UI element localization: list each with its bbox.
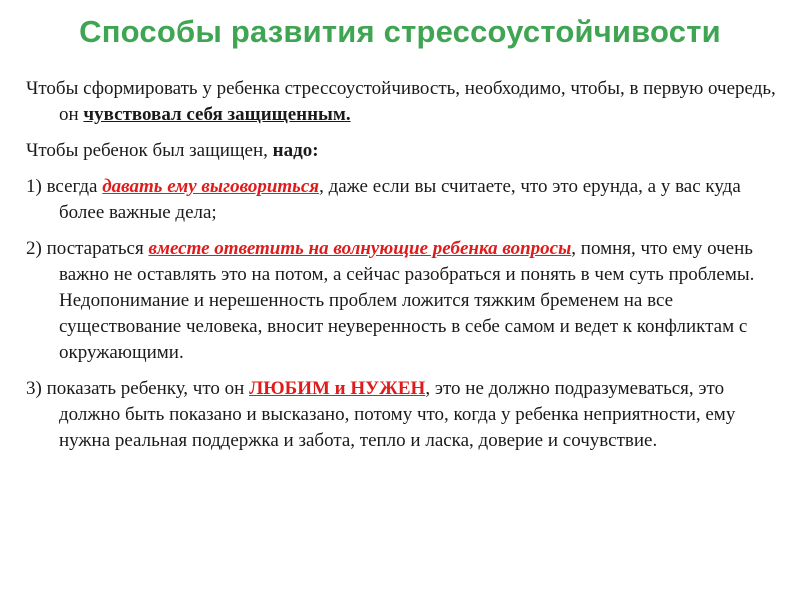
emphasis-protected: чувствовал себя защищенным. <box>83 104 351 125</box>
list-item-text: , помня, что ему очень важно не оставлять это на потом, а сейчас разобраться и понять в чем суть проблемы. Недопонимание и нерешенность проблем ложится тяжким бременем на все существование человека, вносит неуверенность в себе самом и ведет к конфликтам с окружающими. <box>59 238 755 363</box>
paragraph-text: Чтобы сформировать у ребенка стрессоустойчивость, необходимо, чтобы, в первую очередь, он <box>26 78 776 125</box>
list-item-text: , даже если вы считаете, что это ерунда, а у вас куда более важные дела; <box>59 176 741 223</box>
list-item-text: , это не должно подразумеваться, это должно быть показано и высказано, потому что, когда у ребенка неприятности, ему нужна реальная поддержка и забота, тепло и ласка, доверие и сочувствие. <box>59 378 736 451</box>
list-item-prefix: 2) постараться <box>26 238 149 259</box>
list-item-prefix: 1) всегда <box>26 176 103 197</box>
paragraph-intro <box>26 76 776 128</box>
list-item-1 <box>26 174 776 226</box>
paragraph-text: Чтобы ребенок был защищен, <box>26 140 273 161</box>
emphasis-answer-together: вместе ответить на волнующие ребенка вопросы <box>148 238 572 259</box>
list-item-2 <box>26 236 776 366</box>
list-item-3 <box>26 376 776 454</box>
emphasis-let-speak: давать ему выговориться <box>102 176 320 197</box>
slide-content <box>26 76 776 464</box>
list-item-prefix: 3) показать ребенку, что он <box>26 378 250 399</box>
paragraph-need <box>26 138 776 164</box>
emphasis-loved-needed: ЛЮБИМ и НУЖЕН <box>249 378 426 399</box>
emphasis-need: надо: <box>272 140 319 161</box>
slide-title: Способы развития стрессоустойчивости <box>79 14 721 49</box>
